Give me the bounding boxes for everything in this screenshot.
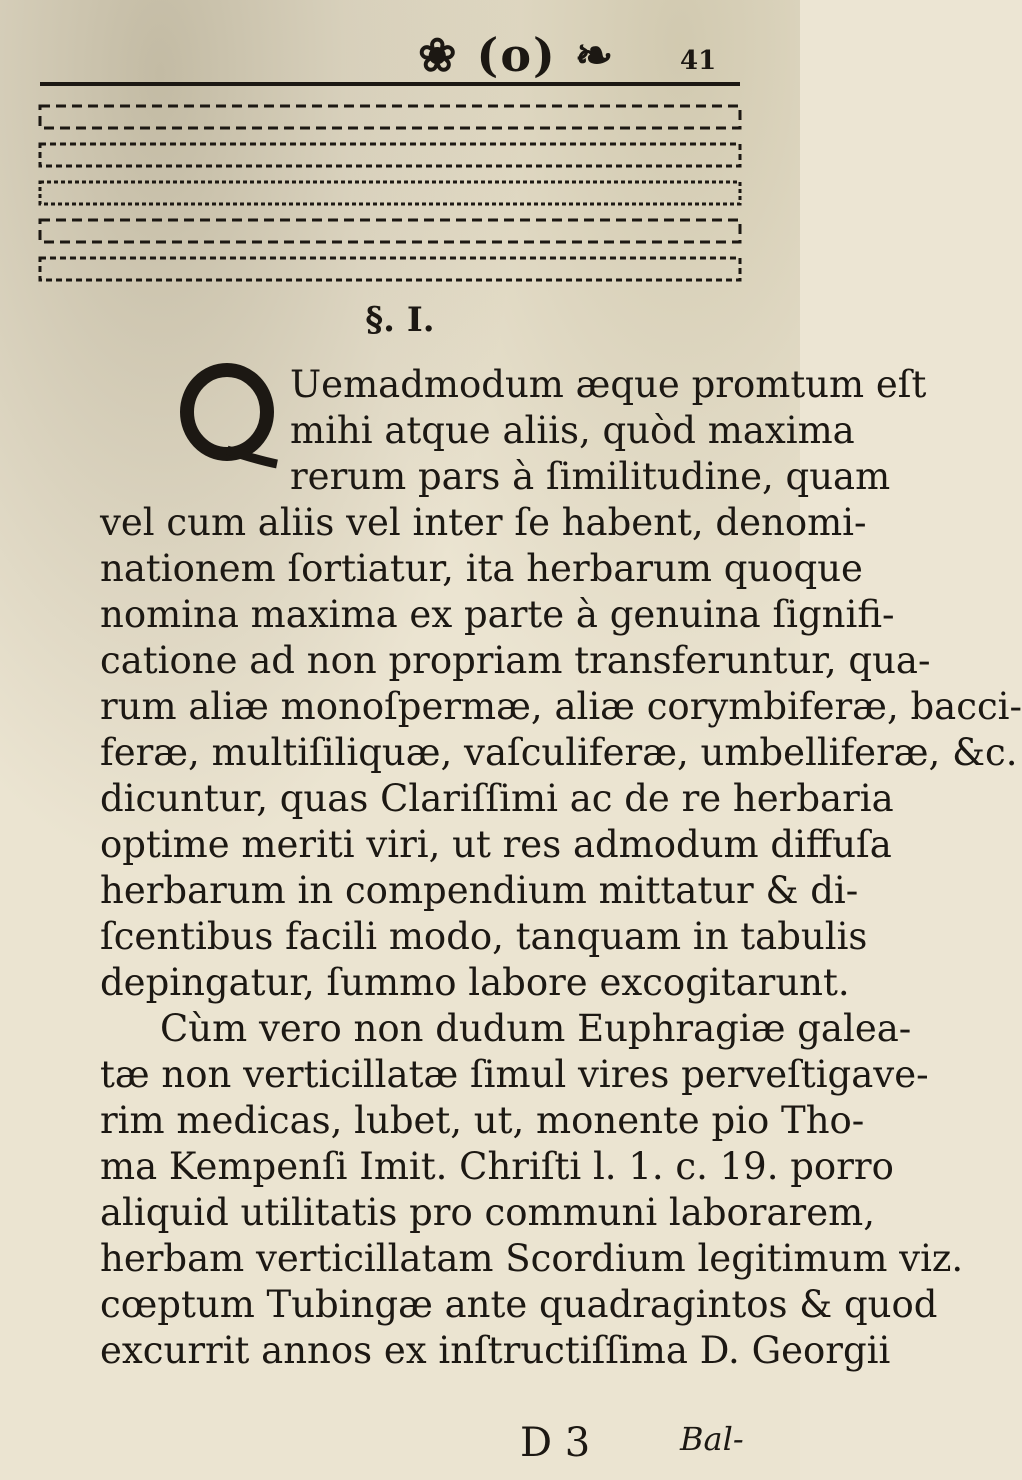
text-line: aliquid utilitatis pro communi laborarem, — [100, 1191, 875, 1234]
ornament-row — [40, 220, 740, 242]
header-rule — [40, 82, 740, 86]
header-ornament-mark: ❀ (o) ❧ — [418, 28, 616, 82]
folio-number: 41 — [680, 46, 717, 76]
text-line: tæ non verticillatæ ſimul vires perveſtigave- — [100, 1053, 929, 1096]
text-line: nationem ſortiatur, ita herbarum quoque — [100, 547, 863, 590]
text-line: optime meriti viri, ut res admodum diffuſa — [100, 823, 892, 866]
text-line: catione ad non propriam transferuntur, qua- — [100, 639, 931, 682]
text-line: ſcentibus facili modo, tanquam in tabulis — [100, 915, 868, 958]
catchword: Bal- — [680, 1420, 744, 1458]
ornament-row — [40, 106, 740, 128]
text-line: mihi atque aliis, quòd maxima — [290, 409, 855, 452]
fleuron-ornament-band — [40, 92, 750, 292]
ornament-row — [40, 182, 740, 204]
text-line: ma Kempenſi Imit. Chriſti l. 1. c. 19. porro — [100, 1145, 894, 1188]
ornament-row — [40, 258, 740, 280]
text-line: cœptum Tubingæ ante quadragintos & quod — [100, 1283, 938, 1326]
text-line: depingatur, ſummo labore excogitarunt. — [100, 961, 850, 1004]
text-line: nomina maxima ex parte à genuina ſignifi- — [100, 593, 895, 636]
text-line: vel cum aliis vel inter ſe habent, denomi- — [100, 501, 867, 544]
text-line: Cùm vero non dudum Euphragiæ galea- — [160, 1007, 912, 1050]
signature-mark: D 3 — [520, 1420, 591, 1466]
ornament-row — [40, 144, 740, 166]
page-header — [0, 8, 800, 82]
text-line: rim medicas, lubet, ut, monente pio Tho- — [100, 1099, 865, 1142]
text-line: feræ, multiſiliquæ, vaſculiferæ, umbelliferæ, &c. — [100, 731, 1018, 774]
text-line: excurrit annos ex inſtructiſſima D. Georgii — [100, 1329, 891, 1372]
text-line: rum aliæ monoſpermæ, aliæ corymbiferæ, bacci- — [100, 685, 1022, 728]
text-line: herbam verticillatam Scordium legitimum viz. — [100, 1237, 964, 1280]
text-line: herbarum in compendium mittatur & di- — [100, 869, 859, 912]
text-line: dicuntur, quas Clariſſimi ac de re herbaria — [100, 777, 894, 820]
body-text — [100, 362, 1022, 1374]
text-line: rerum pars à ſimilitudine, quam — [290, 455, 891, 498]
section-heading: §. I. — [365, 300, 435, 340]
text-line: Uemadmodum æque promtum eſt — [290, 363, 927, 406]
